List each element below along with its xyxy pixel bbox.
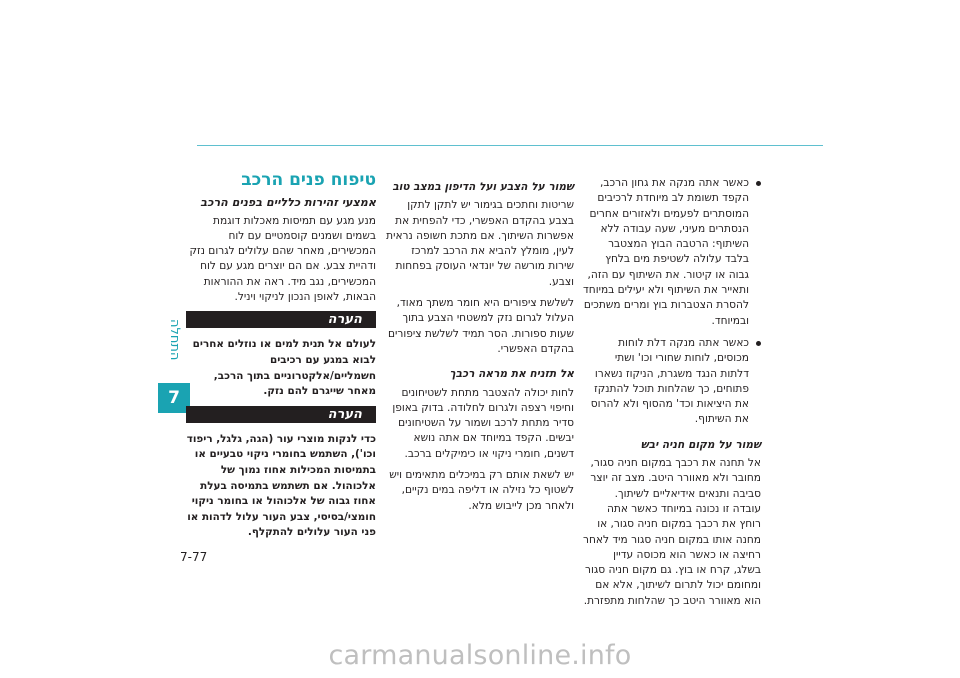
paragraph: יש לשאת אותם רק במיכלים מתאימים ויש לשטוף כל נזילה או דליפה במים נקיים, ולאחר מכן לייבוש מלא. — [389, 469, 574, 512]
section-heading: אמצעי זהירות כלליים בפנים הרכב — [200, 196, 376, 210]
column-middle — [386, 176, 574, 514]
page-number: 7-77 — [180, 550, 208, 564]
bullet-list — [583, 176, 761, 428]
paragraph: מנע מגע עם תמיסות מאכלות דוגמת בשמים ושמנים קוסמטיים עם לוח המכשירים, מאחר שהם עלולים לגרום נזק ודהיית צבע. אם הם יוצרים מגע עם לוח המכשירים, נגב מיד. ראה את ההוראות הבאות, לאופן הנכון לניקוי ויניל. — [189, 214, 376, 304]
page-title: טיפוח פנים הרכב — [241, 170, 376, 190]
watermark-text: carmanualsonline.info — [328, 640, 632, 671]
section-heading: שמור על הצבע ועל הדיפון במצב טוב — [392, 181, 574, 193]
note-text: לעולם אל תנית למים או נוזלים אחרים לבוא במגע עם רכיבים חשמליים/אלקטרוניים בתוך הרכב, מאחר שייגרם להם נזק. — [192, 338, 376, 398]
note-banner: הערה — [186, 311, 376, 328]
section-heading: שמור על מקום חניה יבש — [640, 438, 761, 451]
paragraph: אל תחנה את רכבך במקום חניה סגור, מחובר ולא מאוורר היטב. מצב זה יוצר סביבה ותנאים אידיאליים לשיתוך. עובדה זו נכונה במיוחד כאשר אתה רוחץ את רכבך במקום חניה סגור, או מחנה אותו במקום חניה סגור מיד לאחר רחיצה או כאשר הוא מכוסה עדיין בשלג, קרח או בוץ. גם מקום חניה סגור ומחומם יכול לתרום לשיתוך, אלא אם הוא מאוורר היטב כך שהלחות מתפזרת. — [583, 457, 761, 607]
column-left — [186, 170, 376, 541]
list-item: כאשר אתה מנקה דלת לוחות מכוסים, לוחות שחורי וכו' ושתי דלתות הנגד משגרת, הניקוז נשארו פתוחים, כך שהלחות תוכל להתנקז את היציאות וכד' מהסוף ולא להרוס את השיתוף. — [583, 336, 761, 428]
chapter-label: התחלה — [167, 319, 182, 361]
column-right — [583, 176, 761, 609]
top-rule — [197, 145, 823, 146]
section-heading: אל תזניח את מראה רכבך — [449, 368, 574, 381]
paragraph: שריטות וחתכים בגימור יש לתקן לתקן בצבע בהקדם האפשרי, כדי להפחית את אפשרות השיתוך. אם מתכת חשופה נראית לעין, מומלץ להביא את הרכב למרכז שירות מורשה של יונדאי העוסק בפחחות וצבע. — [386, 199, 574, 288]
paragraph: לשלשת ציפורים היא חומר משתך מאוד, העלול לגרום נזק למשטחי הצבע בתוך שעות ספורות. הסר תמיד לשלשת ציפורים בהקדם האפשרי. — [387, 297, 574, 355]
note-text: כדי לנקות מוצרי עור (הגה, גלגל, ריפוד וכו'), השתמש בחומרי ניקוי טבעיים או בתמיסות המכילות אחוז נמוך של אלכוהול. אם תשתמש בתמיסה בעלת אחוז גבוה של אלכוהול או בחומר ניקוי חומצי/בסיסי, צבע העור עלול לדהות או פני העור עלולים להתקלף. — [186, 432, 376, 539]
note-banner: הערה — [186, 406, 376, 423]
chapter-number-tab: 7 — [158, 383, 190, 413]
list-item: כאשר אתה מנקה את גחון הרכב, הקפד תשומת לב מיוחדת לרכיבים המוסתרים לפעמים ולאזורים אחרים הנסתרים מעיני, שעה עבודה ללא השיתוף: הרטבה הבוץ המצטבר בלבד עלולה לשטיפת מים בלחץ גבוה או קיטור. את השיתוף עם הזה, ותאייר את השיתוף ולא יעילים במיוחד להסרת הצטברות בוץ ומרים משתכים ובמיוחד. — [583, 176, 761, 329]
paragraph: לחות יכולה להצטבר מתחת לשטיחונים וחיפוי רצפה ולגרום לחלודה. בדוק באופן סדיר מתחת לרכב ושמור על השטיחונים יבשים. הקפד במיוחד אם אתה נושא דשנים, חומרי ניקוי או כימיקלים ברכב. — [392, 386, 574, 460]
